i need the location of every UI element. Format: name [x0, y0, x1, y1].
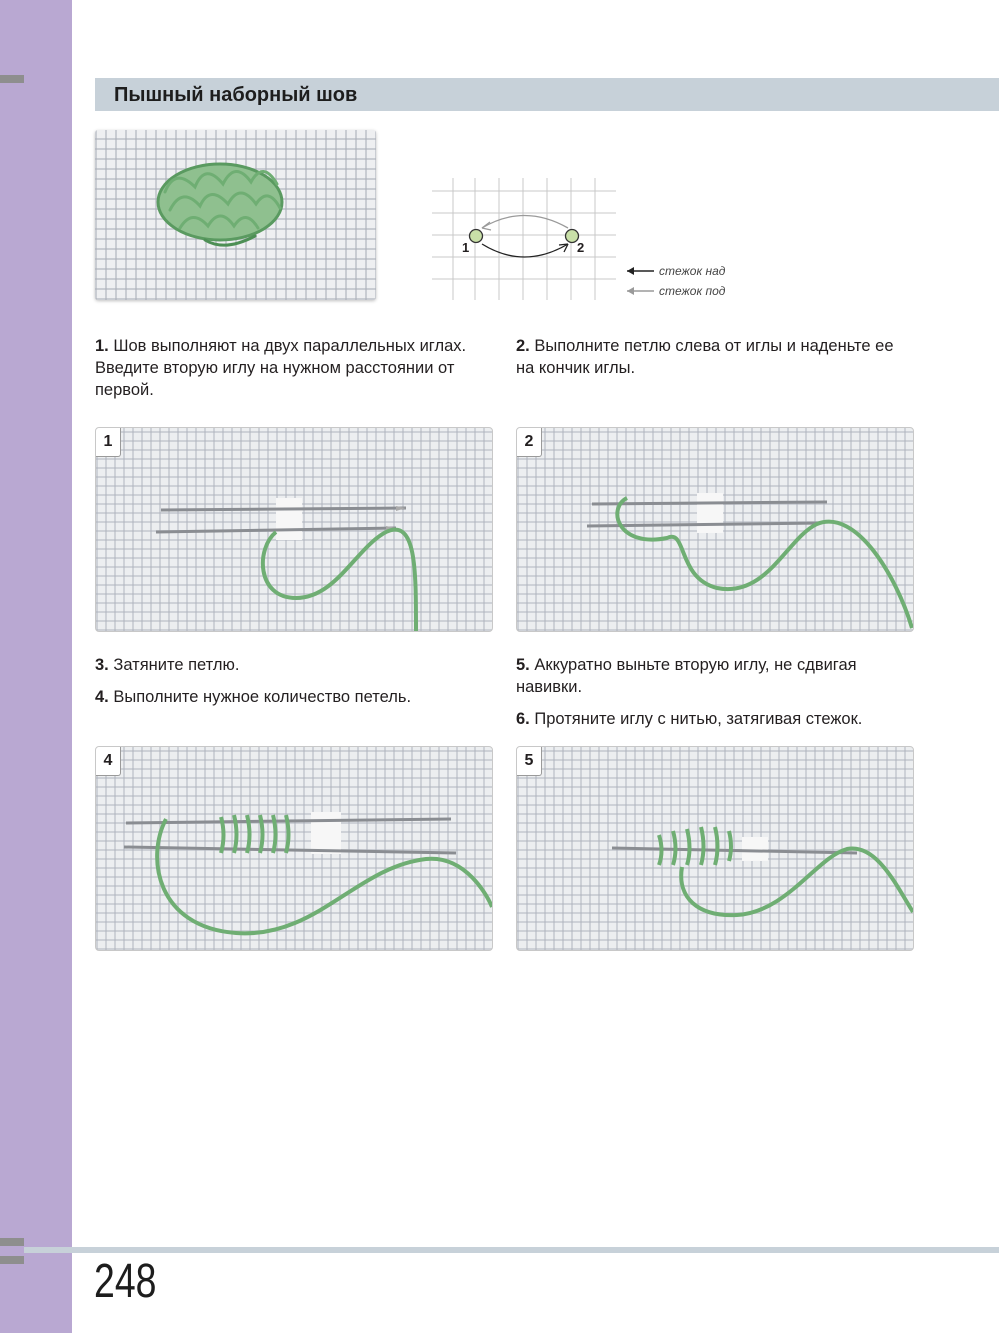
step-photo-2: [516, 427, 914, 632]
side-tab-marker: [0, 1256, 24, 1264]
photo-badge: 1: [96, 428, 121, 457]
step-photo-4: [95, 746, 493, 951]
photo-badge: 2: [517, 428, 542, 457]
step-3-text: 3. Затяните петлю.: [95, 656, 240, 674]
side-tab-marker: [0, 75, 24, 83]
legend-stitch-under: стежок под: [659, 284, 726, 298]
step-6-text: 6. Протяните иглу с нитью, затягивая стежок.: [516, 710, 863, 728]
legend-stitch-over: стежок над: [659, 264, 726, 278]
diagram-point-1: [470, 230, 483, 243]
step-photo-1: [95, 427, 493, 632]
page-title: Пышный наборный шов: [114, 84, 358, 106]
side-tab-marker: [0, 1238, 24, 1246]
step-photo-5: [516, 746, 914, 951]
diagram-label-1: 1: [462, 240, 470, 255]
finished-stitch-photo: [95, 130, 376, 300]
step-2-text: 2. Выполните петлю слева от иглы и наденьте ее на кончик иглы.: [516, 337, 894, 377]
side-color-strip: [0, 0, 72, 1333]
step-1-text: 1. Шов выполняют на двух параллельных иглах. Введите вторую иглу на нужном расстоянии от первой.: [95, 337, 467, 399]
diagram-label-2: 2: [577, 240, 585, 255]
stitch-diagram: [432, 178, 732, 304]
footer-rule: [24, 1247, 999, 1253]
step-4-text: 4. Выполните нужное количество петель.: [95, 688, 412, 706]
photo-badge: 4: [96, 747, 121, 776]
heading-bar: [95, 78, 999, 111]
photo-badge: 5: [517, 747, 542, 776]
page-number: 248: [94, 1255, 157, 1308]
step-5-text: 5. Аккуратно выньте вторую иглу, не сдвигая навивки.: [516, 656, 857, 696]
